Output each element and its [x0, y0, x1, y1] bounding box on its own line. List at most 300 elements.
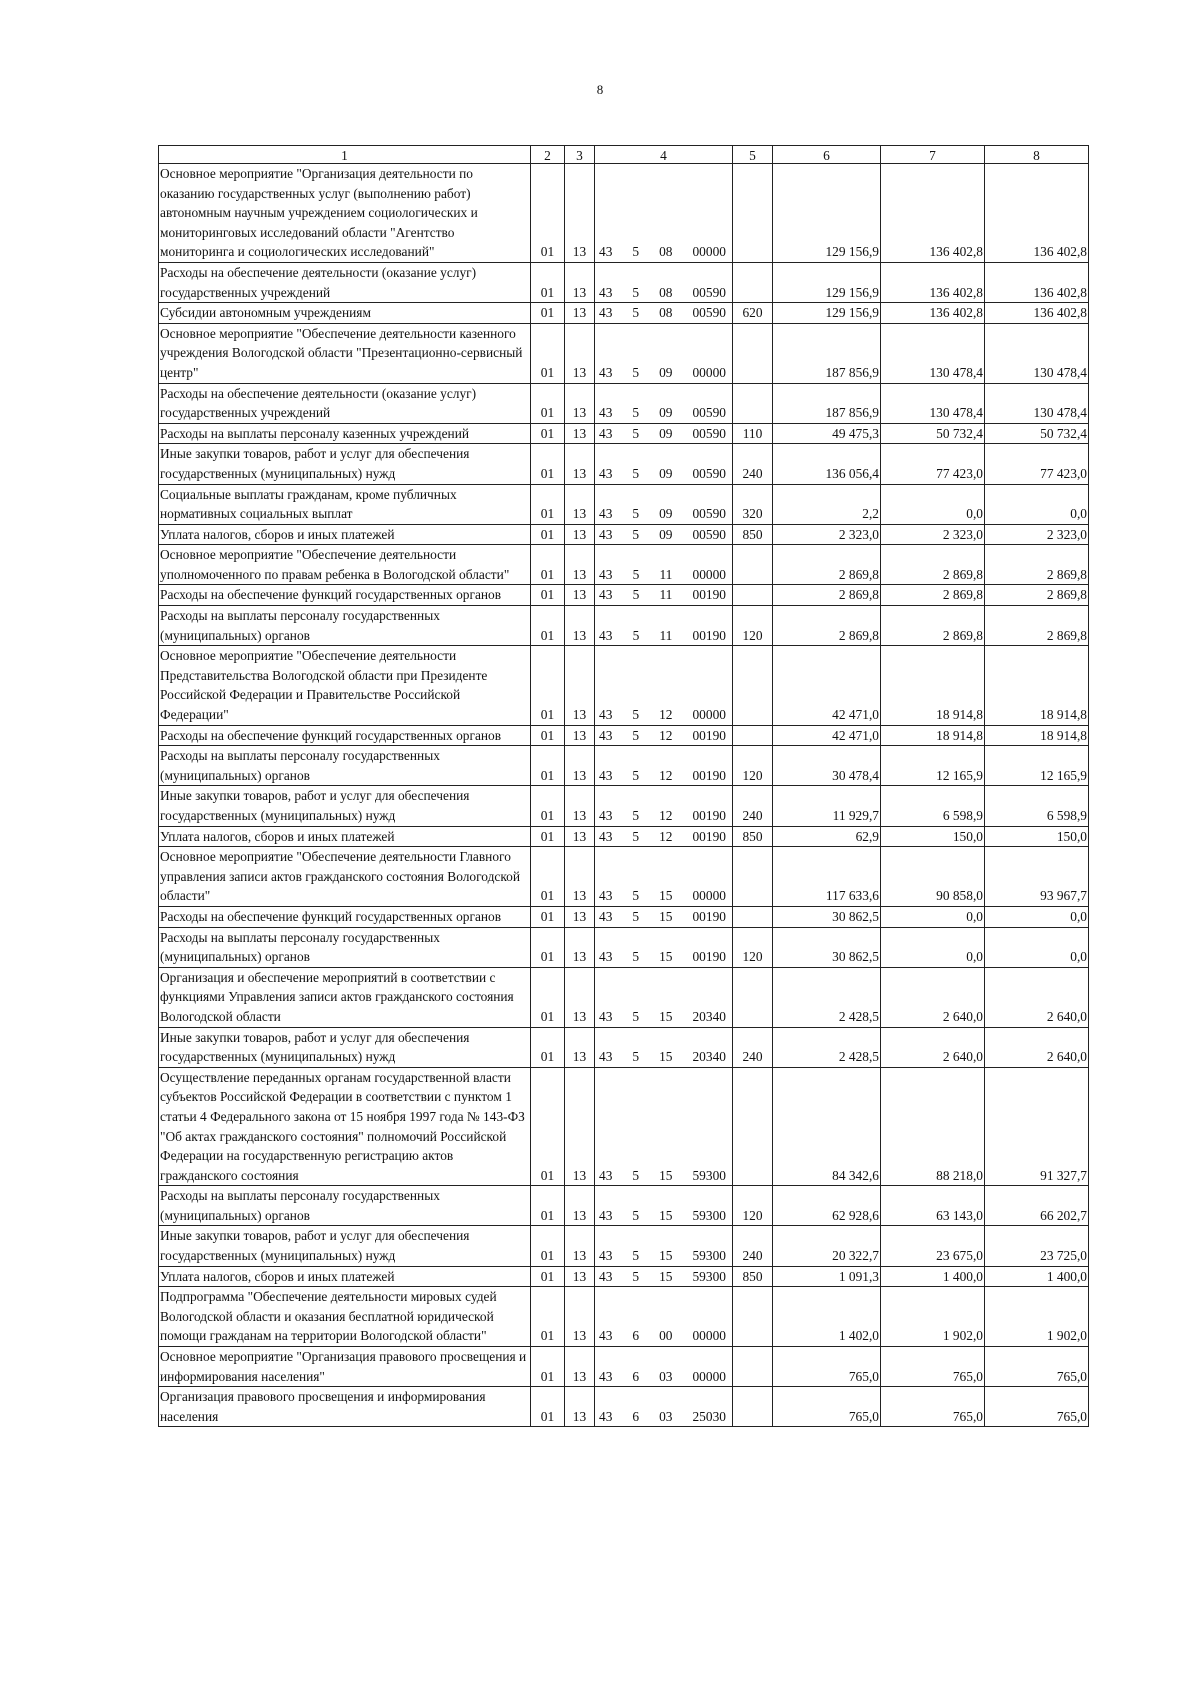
row-amount-col7: 130 478,4	[881, 323, 985, 383]
row-program-code: 43	[599, 1167, 613, 1183]
row-subsection-code: 13	[565, 967, 595, 1027]
row-expense-type	[733, 725, 773, 746]
row-activity-code: 12	[659, 828, 673, 844]
row-section-code: 01	[531, 1266, 565, 1287]
row-description: Расходы на обеспечение функций государственных органов	[159, 585, 531, 606]
row-target-article	[595, 1287, 733, 1347]
row-subsection-code: 13	[565, 303, 595, 324]
row-subprogram-code: 5	[632, 627, 640, 643]
row-activity-code: 08	[659, 244, 673, 260]
row-subsection-code: 13	[565, 725, 595, 746]
row-amount-col8: 0,0	[985, 927, 1089, 967]
row-amount-col7: 0,0	[881, 906, 985, 927]
row-description: Уплата налогов, сборов и иных платежей	[159, 1266, 531, 1287]
row-description: Основное мероприятие "Организация деятельности по оказанию государственных услуг (выполнению работ) автономным научным учреждением социологических и мониторинговых исследований области "Агентство мониторинга и социологических исследований"	[159, 164, 531, 263]
row-amount-col7: 1 400,0	[881, 1266, 985, 1287]
row-amount-col8: 150,0	[985, 826, 1089, 847]
row-section-code: 01	[531, 1067, 565, 1186]
row-section-code: 01	[531, 1287, 565, 1347]
row-description: Подпрограмма "Обеспечение деятельности мировых судей Вологодской области и оказания бесплатной юридической помощи гражданам на территории Вологодской области"	[159, 1287, 531, 1347]
row-subsection-code: 13	[565, 262, 595, 302]
row-direction-code: 59300	[692, 1268, 726, 1284]
row-amount-col8: 50 732,4	[985, 423, 1089, 444]
row-target-article	[595, 484, 733, 524]
table-row	[159, 906, 1089, 927]
row-activity-code: 09	[659, 364, 673, 380]
row-activity-code: 12	[659, 727, 673, 743]
row-target-article	[595, 1387, 733, 1427]
row-amount-col8: 2 869,8	[985, 545, 1089, 585]
table-row	[159, 1387, 1089, 1427]
table-row	[159, 967, 1089, 1027]
row-section-code: 01	[531, 444, 565, 484]
row-subprogram-code: 5	[632, 888, 640, 904]
row-activity-code: 12	[659, 707, 673, 723]
row-program-code: 43	[599, 727, 613, 743]
row-direction-code: 00590	[692, 526, 726, 542]
row-amount-col7: 136 402,8	[881, 164, 985, 263]
row-direction-code: 00000	[692, 364, 726, 380]
row-target-article	[595, 303, 733, 324]
row-subsection-code: 13	[565, 847, 595, 907]
row-expense-type	[733, 585, 773, 606]
row-amount-col6: 129 156,9	[773, 164, 881, 263]
row-subsection-code: 13	[565, 906, 595, 927]
row-direction-code: 00590	[692, 425, 726, 441]
row-amount-col8: 765,0	[985, 1387, 1089, 1427]
row-expense-type	[733, 1067, 773, 1186]
row-amount-col8: 2 640,0	[985, 1027, 1089, 1067]
row-amount-col6: 42 471,0	[773, 646, 881, 725]
row-subsection-code: 13	[565, 1027, 595, 1067]
row-subprogram-code: 5	[632, 1167, 640, 1183]
row-amount-col6: 187 856,9	[773, 383, 881, 423]
row-expense-type	[733, 1287, 773, 1347]
table-row	[159, 1067, 1089, 1186]
row-program-code: 43	[599, 707, 613, 723]
table-body	[159, 164, 1089, 1427]
row-section-code: 01	[531, 585, 565, 606]
row-expense-type: 120	[733, 927, 773, 967]
row-amount-col6: 20 322,7	[773, 1226, 881, 1266]
row-activity-code: 00	[659, 1328, 673, 1344]
row-subsection-code: 13	[565, 606, 595, 646]
row-description: Организация правового просвещения и информирования населения	[159, 1387, 531, 1427]
row-direction-code: 00190	[692, 727, 726, 743]
row-subsection-code: 13	[565, 786, 595, 826]
row-subprogram-code: 5	[632, 425, 640, 441]
row-direction-code: 00000	[692, 566, 726, 582]
row-amount-col6: 30 478,4	[773, 746, 881, 786]
row-target-article	[595, 164, 733, 263]
row-amount-col7: 2 640,0	[881, 967, 985, 1027]
row-amount-col8: 77 423,0	[985, 444, 1089, 484]
row-activity-code: 15	[659, 1248, 673, 1264]
row-amount-col8: 136 402,8	[985, 164, 1089, 263]
row-target-article	[595, 927, 733, 967]
row-amount-col6: 1 402,0	[773, 1287, 881, 1347]
row-subprogram-code: 6	[632, 1408, 640, 1424]
row-amount-col8: 0,0	[985, 484, 1089, 524]
row-subprogram-code: 6	[632, 1368, 640, 1384]
row-subsection-code: 13	[565, 1186, 595, 1226]
row-amount-col7: 50 732,4	[881, 423, 985, 444]
row-section-code: 01	[531, 524, 565, 545]
row-program-code: 43	[599, 506, 613, 522]
row-subsection-code: 13	[565, 1347, 595, 1387]
row-activity-code: 11	[659, 587, 673, 603]
row-activity-code: 15	[659, 888, 673, 904]
row-subsection-code: 13	[565, 423, 595, 444]
row-subprogram-code: 5	[632, 284, 640, 300]
row-direction-code: 59300	[692, 1167, 726, 1183]
row-direction-code: 20340	[692, 1008, 726, 1024]
row-section-code: 01	[531, 303, 565, 324]
row-subprogram-code: 5	[632, 1049, 640, 1065]
row-expense-type: 120	[733, 746, 773, 786]
row-subprogram-code: 6	[632, 1328, 640, 1344]
row-expense-type: 120	[733, 606, 773, 646]
row-amount-col8: 136 402,8	[985, 262, 1089, 302]
row-program-code: 43	[599, 1328, 613, 1344]
table-row	[159, 1347, 1089, 1387]
row-target-article	[595, 1186, 733, 1226]
header-col-3: 3	[565, 146, 595, 164]
row-description: Основное мероприятие "Обеспечение деятельности уполномоченного по правам ребенка в Вологодской области"	[159, 545, 531, 585]
row-amount-col6: 49 475,3	[773, 423, 881, 444]
table-row	[159, 746, 1089, 786]
row-amount-col8: 1 400,0	[985, 1266, 1089, 1287]
row-target-article	[595, 606, 733, 646]
row-program-code: 43	[599, 1207, 613, 1223]
row-direction-code: 00590	[692, 465, 726, 481]
table-row	[159, 725, 1089, 746]
row-section-code: 01	[531, 725, 565, 746]
row-subprogram-code: 5	[632, 767, 640, 783]
row-direction-code: 00000	[692, 1328, 726, 1344]
table-row	[159, 323, 1089, 383]
row-program-code: 43	[599, 627, 613, 643]
row-program-code: 43	[599, 405, 613, 421]
row-amount-col6: 129 156,9	[773, 303, 881, 324]
row-target-article	[595, 524, 733, 545]
row-amount-col8: 130 478,4	[985, 383, 1089, 423]
row-description: Иные закупки товаров, работ и услуг для обеспечения государственных (муниципальных) нужд	[159, 444, 531, 484]
row-amount-col7: 136 402,8	[881, 262, 985, 302]
row-program-code: 43	[599, 828, 613, 844]
row-direction-code: 00190	[692, 767, 726, 783]
row-section-code: 01	[531, 826, 565, 847]
row-direction-code: 25030	[692, 1408, 726, 1424]
header-col-1: 1	[159, 146, 531, 164]
table-row	[159, 1027, 1089, 1067]
row-description: Осуществление переданных органам государственной власти субъектов Российской Федерации в соответствии с пунктом 1 статьи 4 Федерального закона от 15 ноября 1997 года № 143-ФЗ "Об актах гражданского состояния" полномочий Российской Федерации на государственную регистрацию актов гражданского состояния	[159, 1067, 531, 1186]
row-activity-code: 09	[659, 405, 673, 421]
row-subsection-code: 13	[565, 927, 595, 967]
row-section-code: 01	[531, 262, 565, 302]
row-description: Уплата налогов, сборов и иных платежей	[159, 826, 531, 847]
row-subsection-code: 13	[565, 1287, 595, 1347]
row-program-code: 43	[599, 244, 613, 260]
row-section-code: 01	[531, 423, 565, 444]
row-description: Основное мероприятие "Обеспечение деятельности Представительства Вологодской области при Президенте Российской Федерации и Правительстве Российской Федерации"	[159, 646, 531, 725]
table-row	[159, 646, 1089, 725]
row-amount-col7: 2 869,8	[881, 585, 985, 606]
row-subprogram-code: 5	[632, 949, 640, 965]
row-description: Иные закупки товаров, работ и услуг для обеспечения государственных (муниципальных) нужд	[159, 786, 531, 826]
table-row	[159, 484, 1089, 524]
row-target-article	[595, 725, 733, 746]
row-amount-col8: 130 478,4	[985, 323, 1089, 383]
row-subsection-code: 13	[565, 484, 595, 524]
row-amount-col6: 62 928,6	[773, 1186, 881, 1226]
table-row	[159, 423, 1089, 444]
row-program-code: 43	[599, 1008, 613, 1024]
row-expense-type	[733, 967, 773, 1027]
row-subsection-code: 13	[565, 545, 595, 585]
row-description: Иные закупки товаров, работ и услуг для обеспечения государственных (муниципальных) нужд	[159, 1027, 531, 1067]
header-col-7: 7	[881, 146, 985, 164]
row-target-article	[595, 1027, 733, 1067]
row-amount-col8: 18 914,8	[985, 646, 1089, 725]
row-amount-col6: 2 869,8	[773, 606, 881, 646]
row-section-code: 01	[531, 927, 565, 967]
row-section-code: 01	[531, 1226, 565, 1266]
row-program-code: 43	[599, 566, 613, 582]
row-activity-code: 15	[659, 908, 673, 924]
row-amount-col7: 88 218,0	[881, 1067, 985, 1186]
budget-table	[158, 145, 1089, 1427]
header-col-8: 8	[985, 146, 1089, 164]
row-description: Основное мероприятие "Обеспечение деятельности Главного управления записи актов гражданского состояния Вологодской области"	[159, 847, 531, 907]
table-row	[159, 1226, 1089, 1266]
row-expense-type	[733, 262, 773, 302]
row-amount-col6: 765,0	[773, 1387, 881, 1427]
row-subprogram-code: 5	[632, 305, 640, 321]
row-amount-col7: 6 598,9	[881, 786, 985, 826]
table-row	[159, 606, 1089, 646]
row-target-article	[595, 423, 733, 444]
row-amount-col6: 42 471,0	[773, 725, 881, 746]
row-direction-code: 00000	[692, 1368, 726, 1384]
row-program-code: 43	[599, 888, 613, 904]
row-program-code: 43	[599, 587, 613, 603]
row-subsection-code: 13	[565, 383, 595, 423]
row-subsection-code: 13	[565, 826, 595, 847]
table-row	[159, 545, 1089, 585]
table-row	[159, 303, 1089, 324]
row-activity-code: 15	[659, 1268, 673, 1284]
row-target-article	[595, 826, 733, 847]
table-row	[159, 383, 1089, 423]
header-col-6: 6	[773, 146, 881, 164]
row-activity-code: 08	[659, 305, 673, 321]
row-amount-col6: 117 633,6	[773, 847, 881, 907]
header-row	[159, 146, 1089, 164]
row-direction-code: 59300	[692, 1248, 726, 1264]
row-description: Уплата налогов, сборов и иных платежей	[159, 524, 531, 545]
row-amount-col7: 18 914,8	[881, 725, 985, 746]
row-target-article	[595, 1347, 733, 1387]
row-expense-type	[733, 545, 773, 585]
row-section-code: 01	[531, 545, 565, 585]
row-activity-code: 03	[659, 1408, 673, 1424]
row-section-code: 01	[531, 1027, 565, 1067]
row-amount-col8: 2 869,8	[985, 606, 1089, 646]
row-section-code: 01	[531, 906, 565, 927]
row-subprogram-code: 5	[632, 405, 640, 421]
row-activity-code: 15	[659, 1008, 673, 1024]
row-subprogram-code: 5	[632, 908, 640, 924]
row-subsection-code: 13	[565, 444, 595, 484]
header-col-4: 4	[595, 146, 733, 164]
row-amount-col6: 187 856,9	[773, 323, 881, 383]
row-expense-type	[733, 847, 773, 907]
row-expense-type: 240	[733, 1226, 773, 1266]
row-subprogram-code: 5	[632, 244, 640, 260]
row-subprogram-code: 5	[632, 506, 640, 522]
row-program-code: 43	[599, 1408, 613, 1424]
row-amount-col8: 1 902,0	[985, 1287, 1089, 1347]
row-direction-code: 00190	[692, 627, 726, 643]
row-expense-type: 240	[733, 786, 773, 826]
row-subsection-code: 13	[565, 164, 595, 263]
row-section-code: 01	[531, 967, 565, 1027]
row-program-code: 43	[599, 465, 613, 481]
row-description: Расходы на обеспечение деятельности (оказание услуг) государственных учреждений	[159, 383, 531, 423]
row-amount-col7: 12 165,9	[881, 746, 985, 786]
table-row	[159, 1266, 1089, 1287]
row-amount-col8: 0,0	[985, 906, 1089, 927]
row-target-article	[595, 786, 733, 826]
row-subsection-code: 13	[565, 1266, 595, 1287]
row-amount-col7: 0,0	[881, 484, 985, 524]
row-program-code: 43	[599, 284, 613, 300]
row-program-code: 43	[599, 526, 613, 542]
row-program-code: 43	[599, 1248, 613, 1264]
row-description: Социальные выплаты гражданам, кроме публичных нормативных социальных выплат	[159, 484, 531, 524]
row-subprogram-code: 5	[632, 1268, 640, 1284]
row-amount-col8: 2 640,0	[985, 967, 1089, 1027]
row-amount-col7: 2 640,0	[881, 1027, 985, 1067]
row-activity-code: 12	[659, 808, 673, 823]
row-subprogram-code: 5	[632, 808, 640, 823]
row-section-code: 01	[531, 646, 565, 725]
row-amount-col7: 0,0	[881, 927, 985, 967]
row-target-article	[595, 1067, 733, 1186]
row-amount-col8: 136 402,8	[985, 303, 1089, 324]
row-description: Субсидии автономным учреждениям	[159, 303, 531, 324]
row-amount-col7: 23 675,0	[881, 1226, 985, 1266]
row-program-code: 43	[599, 808, 613, 823]
row-description: Организация и обеспечение мероприятий в соответствии с функциями Управления записи актов гражданского состояния Вологодской области	[159, 967, 531, 1027]
row-activity-code: 15	[659, 1049, 673, 1065]
row-direction-code: 00590	[692, 284, 726, 300]
row-subsection-code: 13	[565, 1067, 595, 1186]
header-col-5: 5	[733, 146, 773, 164]
row-amount-col8: 91 327,7	[985, 1067, 1089, 1186]
row-activity-code: 09	[659, 465, 673, 481]
row-expense-type	[733, 646, 773, 725]
row-description: Расходы на обеспечение функций государственных органов	[159, 906, 531, 927]
row-target-article	[595, 906, 733, 927]
row-amount-col8: 12 165,9	[985, 746, 1089, 786]
table-row	[159, 524, 1089, 545]
table-row	[159, 786, 1089, 826]
row-expense-type: 240	[733, 1027, 773, 1067]
table-row	[159, 927, 1089, 967]
row-section-code: 01	[531, 847, 565, 907]
row-program-code: 43	[599, 425, 613, 441]
table-row	[159, 585, 1089, 606]
table-row	[159, 444, 1089, 484]
row-direction-code: 00190	[692, 587, 726, 603]
row-amount-col6: 30 862,5	[773, 906, 881, 927]
row-activity-code: 03	[659, 1368, 673, 1384]
row-direction-code: 59300	[692, 1207, 726, 1223]
table-row	[159, 826, 1089, 847]
row-program-code: 43	[599, 767, 613, 783]
row-subsection-code: 13	[565, 646, 595, 725]
row-subprogram-code: 5	[632, 828, 640, 844]
row-amount-col7: 90 858,0	[881, 847, 985, 907]
row-description: Расходы на выплаты персоналу казенных учреждений	[159, 423, 531, 444]
row-amount-col6: 1 091,3	[773, 1266, 881, 1287]
row-direction-code: 00190	[692, 828, 726, 844]
row-direction-code: 00590	[692, 506, 726, 522]
row-subprogram-code: 5	[632, 727, 640, 743]
row-expense-type	[733, 1347, 773, 1387]
row-section-code: 01	[531, 746, 565, 786]
row-activity-code: 09	[659, 506, 673, 522]
row-target-article	[595, 444, 733, 484]
row-subsection-code: 13	[565, 524, 595, 545]
row-target-article	[595, 967, 733, 1027]
row-activity-code: 09	[659, 425, 673, 441]
row-amount-col6: 30 862,5	[773, 927, 881, 967]
row-direction-code: 00000	[692, 244, 726, 260]
row-activity-code: 11	[659, 566, 673, 582]
row-expense-type	[733, 383, 773, 423]
row-target-article	[595, 383, 733, 423]
row-description: Иные закупки товаров, работ и услуг для обеспечения государственных (муниципальных) нужд	[159, 1226, 531, 1266]
row-subsection-code: 13	[565, 1387, 595, 1427]
row-target-article	[595, 1266, 733, 1287]
row-amount-col6: 84 342,6	[773, 1067, 881, 1186]
row-target-article	[595, 585, 733, 606]
row-amount-col8: 765,0	[985, 1347, 1089, 1387]
row-direction-code: 00190	[692, 908, 726, 924]
row-amount-col8: 6 598,9	[985, 786, 1089, 826]
row-amount-col7: 765,0	[881, 1347, 985, 1387]
row-program-code: 43	[599, 949, 613, 965]
row-section-code: 01	[531, 786, 565, 826]
row-target-article	[595, 545, 733, 585]
row-subprogram-code: 5	[632, 1008, 640, 1024]
page-number: 8	[596, 82, 604, 97]
row-target-article	[595, 847, 733, 907]
row-activity-code: 12	[659, 767, 673, 783]
row-subsection-code: 13	[565, 746, 595, 786]
row-subprogram-code: 5	[632, 1248, 640, 1264]
row-amount-col7: 2 323,0	[881, 524, 985, 545]
row-section-code: 01	[531, 606, 565, 646]
row-expense-type: 620	[733, 303, 773, 324]
row-subprogram-code: 5	[632, 566, 640, 582]
table-row	[159, 847, 1089, 907]
row-direction-code: 00590	[692, 405, 726, 421]
table-row	[159, 1186, 1089, 1226]
